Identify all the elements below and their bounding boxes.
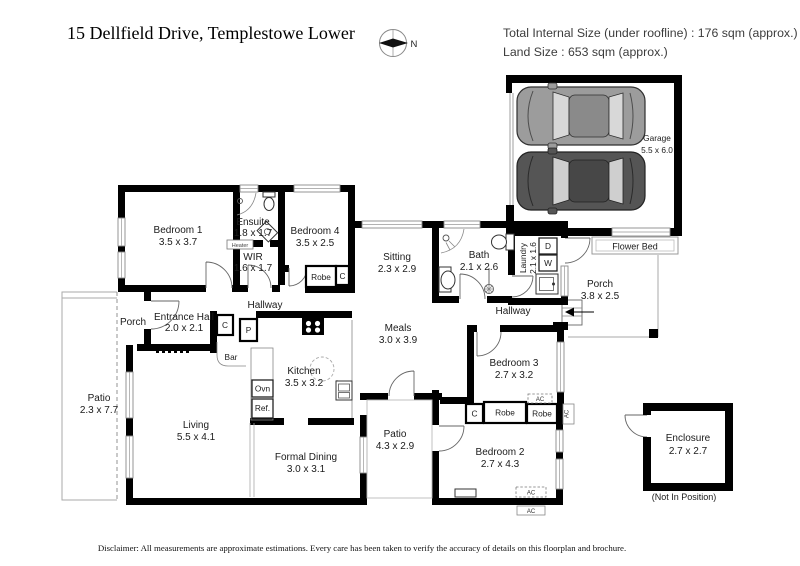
wall-heater-box [455, 489, 476, 497]
porch-front-label: Porch [119, 317, 147, 328]
flower-bed [592, 237, 678, 254]
room-dims: 2.7 x 2.7 [668, 446, 708, 457]
laundry-fixtures [536, 238, 558, 294]
svg-text:2.7 x 4.3: 2.7 x 4.3 [480, 459, 520, 470]
svg-text:Patio: Patio [383, 429, 407, 440]
svg-text:Ref.: Ref. [254, 403, 271, 413]
svg-text:2.7 x 3.2: 2.7 x 3.2 [494, 370, 534, 381]
svg-text:Bedroom 4: Bedroom 4 [290, 226, 340, 237]
svg-text:C: C [222, 320, 228, 330]
svg-text:3.5 x 3.2: 3.5 x 3.2 [284, 378, 324, 389]
heater-label: Heater [231, 242, 249, 249]
svg-text:Living: Living [182, 420, 210, 431]
flower-bed-label: Flower Bed [612, 241, 658, 252]
patio-side [62, 292, 119, 500]
land-size: Land Size : 653 sqm (approx.) [503, 45, 668, 59]
svg-text:Hallway: Hallway [495, 306, 531, 317]
svg-text:Ensuite: Ensuite [236, 217, 270, 228]
disclaimer: Disclaimer: All measurements are approximate estimations. Every care has been taken to verify the accuracy of details on this floorplan and brochure. [97, 543, 627, 553]
total-internal-size: Total Internal Size (under roofline) : 176 sqm (approx.) [503, 26, 798, 40]
svg-text:3.5 x 2.5: 3.5 x 2.5 [295, 238, 335, 249]
svg-text:Bath: Bath [468, 250, 490, 261]
kitchen-fixtures [217, 315, 352, 420]
car-top-view-icon [517, 148, 645, 214]
svg-text:Kitchen: Kitchen [287, 366, 321, 377]
svg-text:2.0 x 2.1: 2.0 x 2.1 [164, 323, 204, 334]
svg-text:Meals: Meals [384, 323, 412, 334]
room-dims: 2.3 x 7.7 [79, 405, 119, 416]
svg-text:Hallway: Hallway [247, 300, 283, 311]
stove-icon [302, 318, 324, 335]
svg-text:C: C [339, 271, 346, 281]
svg-text:AC: AC [564, 409, 571, 419]
svg-text:Sitting: Sitting [383, 252, 411, 263]
svg-text:C: C [471, 408, 478, 419]
shower-head-icon [443, 235, 449, 241]
garage [506, 75, 682, 236]
svg-text:5.5 x 4.1: 5.5 x 4.1 [176, 432, 216, 443]
svg-text:AC: AC [526, 508, 536, 515]
svg-text:3.0 x 3.1: 3.0 x 3.1 [286, 464, 326, 475]
svg-text:AC: AC [526, 490, 536, 497]
svg-text:2.1 x 1.6: 2.1 x 1.6 [528, 242, 538, 274]
svg-text:Bedroom 3: Bedroom 3 [489, 358, 539, 369]
svg-text:Robe: Robe [311, 272, 331, 282]
enclosure-note: (Not In Position) [651, 492, 717, 502]
bar-label: Bar [224, 352, 238, 362]
svg-text:3.0 x 3.9: 3.0 x 3.9 [378, 335, 418, 346]
svg-text:Bedroom 2: Bedroom 2 [475, 447, 525, 458]
room-dims: 3.8 x 2.5 [580, 291, 620, 302]
room-dims: 5.5 x 6.0 [641, 145, 673, 155]
svg-text:Entrance Hall: Entrance Hall [153, 312, 215, 323]
svg-text:Robe: Robe [532, 408, 552, 419]
svg-text:AC: AC [535, 396, 545, 403]
page-title: 15 Dellfield Drive, Templestowe Lower [67, 23, 355, 43]
svg-text:P: P [245, 325, 252, 335]
svg-text:1.6 x 1.7: 1.6 x 1.7 [233, 263, 273, 274]
room-label: Porch [586, 279, 614, 290]
svg-text:4.3 x 2.9: 4.3 x 2.9 [375, 441, 415, 452]
svg-text:Ovn: Ovn [254, 383, 271, 394]
toilet-icon [506, 234, 514, 250]
room-label: Patio [87, 393, 111, 404]
toilet-icon [263, 192, 275, 197]
svg-text:Formal Dining: Formal Dining [274, 452, 338, 463]
enclosure [643, 403, 733, 502]
svg-text:Robe: Robe [495, 407, 515, 418]
svg-text:Bedroom 1: Bedroom 1 [153, 225, 203, 236]
svg-text:2.1 x 2.6: 2.1 x 2.6 [459, 262, 499, 273]
svg-text:Laundry: Laundry [518, 243, 528, 273]
svg-text:D: D [545, 241, 551, 251]
compass-north-label: N [410, 39, 418, 50]
svg-text:2.3 x 2.9: 2.3 x 2.9 [377, 264, 417, 275]
svg-text:W: W [544, 258, 552, 268]
room-label: Enclosure [665, 433, 711, 444]
room-label: Garage [643, 133, 671, 143]
svg-text:3.5 x 3.7: 3.5 x 3.7 [158, 237, 198, 248]
svg-text:WIR: WIR [243, 252, 263, 263]
svg-text:1.8 x 1.7: 1.8 x 1.7 [233, 228, 273, 239]
compass-icon [379, 30, 418, 57]
car-top-view-icon [517, 83, 645, 149]
